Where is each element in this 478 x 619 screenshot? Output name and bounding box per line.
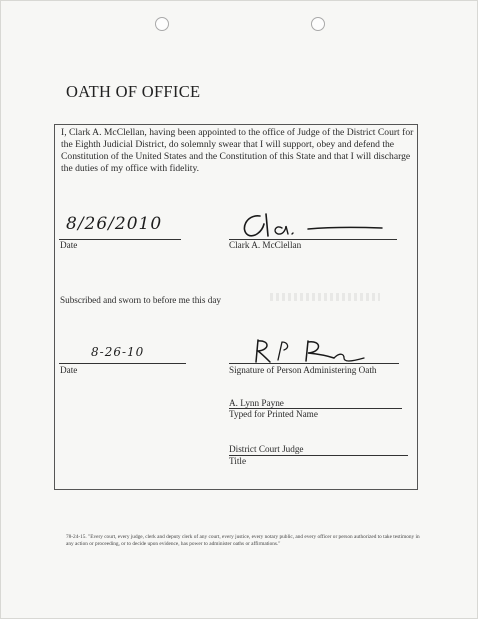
admin-date-label: Date xyxy=(60,365,78,375)
admin-date-line xyxy=(59,363,186,364)
faint-mark xyxy=(270,293,380,301)
oath-text: I, Clark A. McClellan, having been appointed to the office of Judge of the District Court for the Eighth Judicial District, do solemnly swear that I will support, obey and defend the Constitution of the United States and the Constitution of this State and that I will discharge the duties of my office with fidelity. xyxy=(61,127,414,174)
title-line xyxy=(229,455,408,456)
title-label: Title xyxy=(229,456,247,466)
handwritten-date: 8/26/2010 xyxy=(66,214,163,234)
signature-mcclellan xyxy=(236,210,386,240)
signature-payne xyxy=(248,336,368,366)
admin-title: District Court Judge xyxy=(229,444,304,454)
signer-name-label: Clark A. McClellan xyxy=(229,240,302,250)
punch-hole xyxy=(155,17,169,31)
admin-signature-line xyxy=(229,363,399,364)
punch-hole xyxy=(311,17,325,31)
document-title: OATH OF OFFICE xyxy=(66,82,201,101)
printed-name: A. Lynn Payne xyxy=(229,398,284,408)
handwritten-admin-date: 8-26-10 xyxy=(91,345,145,359)
sworn-statement: Subscribed and sworn to before me this day xyxy=(60,295,222,305)
admin-signature-label: Signature of Person Administering Oath xyxy=(229,365,377,375)
printed-name-label: Typed for Printed Name xyxy=(229,409,318,419)
oath-box xyxy=(54,124,418,490)
date-label: Date xyxy=(60,240,78,250)
statute-footnote: 78-24-15. "Every court, every judge, clerk and deputy clerk of any court, every justice, every notary public, and every officer or person authorized to take testimony in any action or proceeding, or to decide upon evidence, has power to administer oaths or affirmations." xyxy=(66,534,420,547)
